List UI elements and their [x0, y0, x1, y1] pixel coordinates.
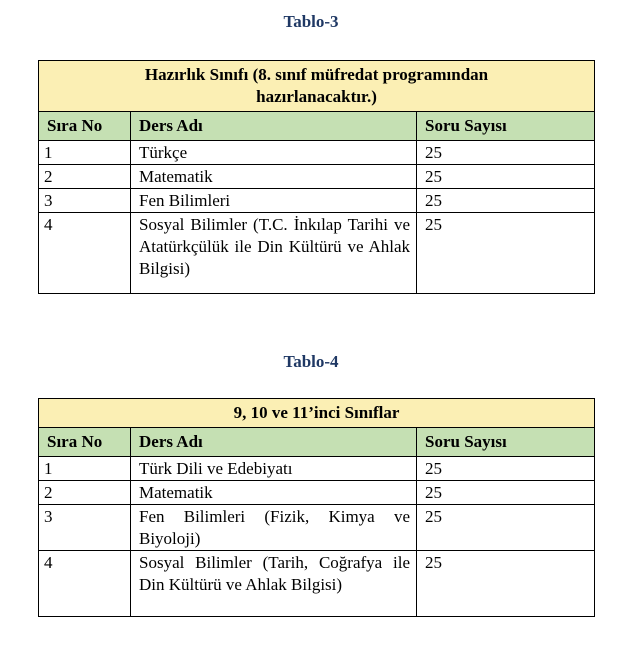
table-row [39, 189, 595, 213]
sira-no-cell: 2 [39, 165, 131, 189]
header-ders-adi: Ders Adı [131, 428, 417, 457]
sira-no-cell: 1 [39, 141, 131, 165]
ders-adi-cell: Sosyal Bilimler (T.C. İnkılap Tarihi ve Atatürkçülük ile Din Kültürü ve Ahlak Bilgisi) [131, 213, 417, 294]
sira-no-cell: 1 [39, 457, 131, 481]
header-sira-no: Sıra No [39, 428, 131, 457]
header-soru-sayisi: Soru Sayısı [417, 112, 595, 141]
sira-no-cell: 3 [39, 505, 131, 551]
table-row [39, 505, 595, 551]
tablo4-caption: Tablo-4 [283, 352, 339, 371]
tablo3-table [38, 60, 595, 294]
header-ders-adi: Ders Adı [131, 112, 417, 141]
tablo4-title: 9, 10 ve 11’inci Sınıflar [39, 399, 595, 428]
table-row [39, 213, 595, 294]
table-row [39, 141, 595, 165]
soru-sayisi-cell: 25 [417, 141, 595, 165]
sira-no-cell: 2 [39, 481, 131, 505]
ders-adi-cell: Türkçe [131, 141, 417, 165]
ders-adi-cell: Türk Dili ve Edebiyatı [131, 457, 417, 481]
tablo3-caption: Tablo-3 [283, 12, 339, 31]
ders-adi-cell: Fen Bilimleri (Fizik, Kimya ve Biyoloji) [131, 505, 417, 551]
header-soru-sayisi: Soru Sayısı [417, 428, 595, 457]
sira-no-cell: 3 [39, 189, 131, 213]
table-row [39, 457, 595, 481]
table-row [39, 481, 595, 505]
sira-no-cell: 4 [39, 213, 131, 294]
ders-adi-cell: Matematik [131, 481, 417, 505]
sira-no-cell: 4 [39, 551, 131, 617]
tablo3-header-row [39, 112, 595, 141]
tablo4-header-row [39, 428, 595, 457]
ders-adi-cell: Sosyal Bilimler (Tarih, Coğrafya ile Din Kültürü ve Ahlak Bilgisi) [131, 551, 417, 617]
soru-sayisi-cell: 25 [417, 505, 595, 551]
tablo3-title: Hazırlık Sınıfı (8. sınıf müfredat programından hazırlanacaktır.) [39, 61, 595, 112]
ders-adi-cell: Matematik [131, 165, 417, 189]
soru-sayisi-cell: 25 [417, 457, 595, 481]
soru-sayisi-cell: 25 [417, 165, 595, 189]
soru-sayisi-cell: 25 [417, 481, 595, 505]
table-row [39, 551, 595, 617]
soru-sayisi-cell: 25 [417, 551, 595, 617]
header-sira-no: Sıra No [39, 112, 131, 141]
table-row [39, 165, 595, 189]
soru-sayisi-cell: 25 [417, 213, 595, 294]
ders-adi-cell: Fen Bilimleri [131, 189, 417, 213]
soru-sayisi-cell: 25 [417, 189, 595, 213]
tablo4-table [38, 398, 595, 617]
